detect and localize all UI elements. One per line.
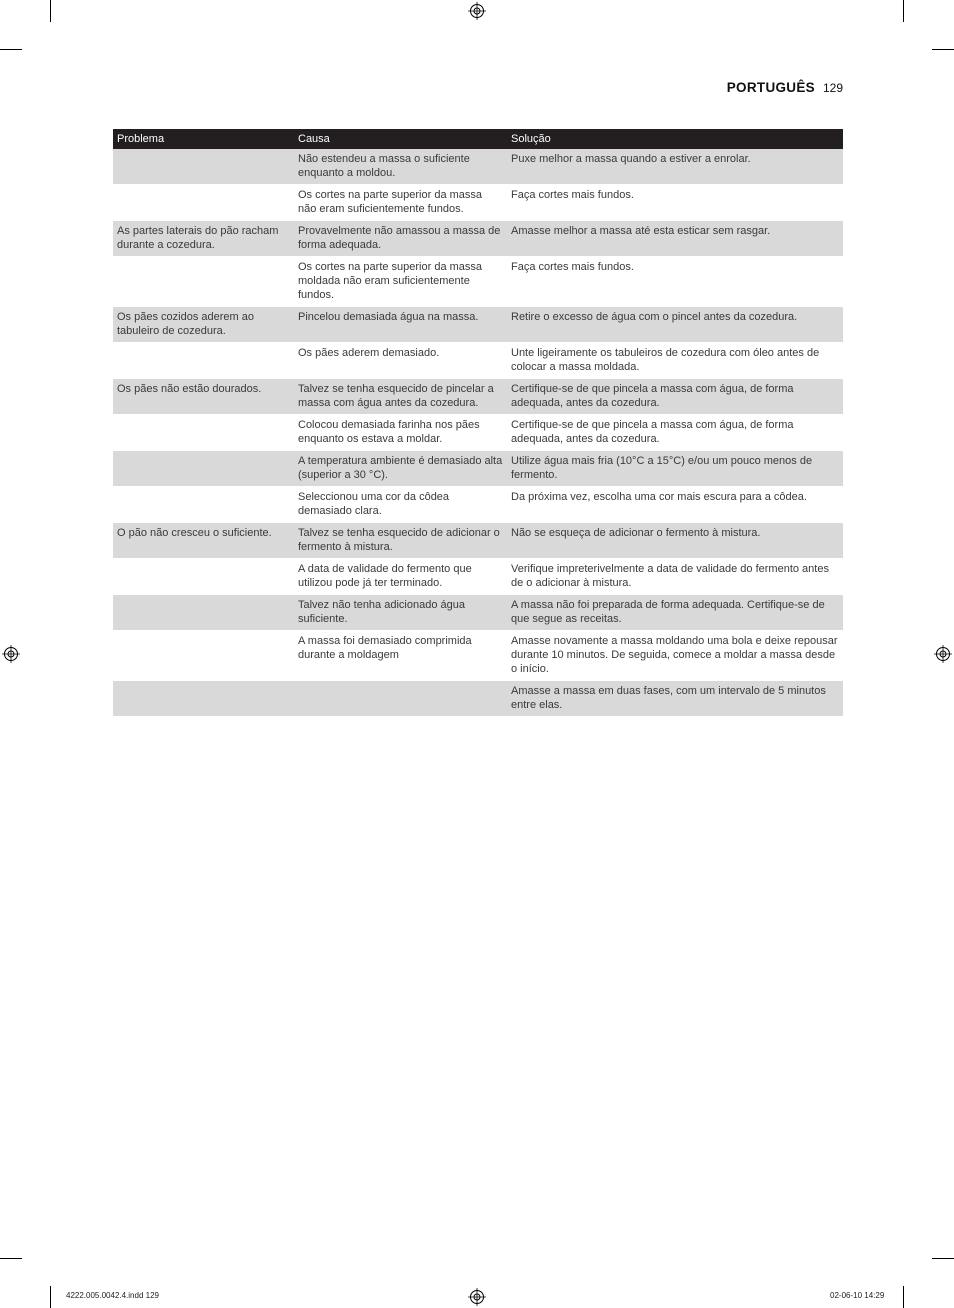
solution-cell: Não se esqueça de adicionar o fermento à mistura. [507,523,843,559]
language-label: PORTUGUÊS [726,80,815,95]
problem-cell: Os pães cozidos aderem ao tabuleiro de cozedura. [113,307,294,343]
crop-mark [903,0,904,22]
problem-cell [113,681,294,717]
crop-mark [0,1258,22,1259]
table-row [113,631,843,681]
problem-cell [113,487,294,523]
cause-cell: A data de validade do fermento que utilizou pode já ter terminado. [294,559,507,595]
registration-mark-icon [468,2,486,20]
solution-cell: Da próxima vez, escolha uma cor mais escura para a côdea. [507,487,843,523]
cause-cell: Colocou demasiada farinha nos pães enquanto os estava a moldar. [294,415,507,451]
solution-cell: Faça cortes mais fundos. [507,185,843,221]
crop-mark [0,49,22,50]
problem-cell [113,631,294,681]
cause-cell: Não estendeu a massa o suficiente enquanto a moldou. [294,149,507,185]
solution-cell: Verifique impreterivelmente a data de validade do fermento antes de o adicionar à mistura. [507,559,843,595]
problem-cell: As partes laterais do pão racham durante a cozedura. [113,221,294,257]
cause-cell: Talvez se tenha esquecido de adicionar o fermento à mistura. [294,523,507,559]
page-header [727,80,843,95]
crop-mark [903,1286,904,1308]
table-row [113,595,843,631]
table-row [113,415,843,451]
problem-cell [113,343,294,379]
cause-cell [294,681,507,717]
table-row [113,257,843,307]
table-body [113,149,843,717]
column-header-problem: Problema [113,129,294,149]
table-row [113,523,843,559]
table-row [113,487,843,523]
table-row [113,221,843,257]
problem-cell: O pão não cresceu o suficiente. [113,523,294,559]
column-header-cause: Causa [294,129,507,149]
table-row [113,343,843,379]
table-row [113,451,843,487]
table-row [113,185,843,221]
problem-cell [113,559,294,595]
column-header-solution: Solução [507,129,843,149]
solution-cell: Utilize água mais fria (10°C a 15°C) e/ou um pouco menos de fermento. [507,451,843,487]
table-header-row [113,129,843,149]
problem-cell [113,451,294,487]
cause-cell: A massa foi demasiado comprimida durante a moldagem [294,631,507,681]
crop-mark [932,1258,954,1259]
troubleshooting-table [113,129,843,717]
crop-mark [932,49,954,50]
cause-cell: Seleccionou uma cor da côdea demasiado clara. [294,487,507,523]
problem-cell [113,257,294,307]
page-number: 129 [822,81,843,95]
table-row [113,681,843,717]
solution-cell: A massa não foi preparada de forma adequada. Certifique-se de que segue as receitas. [507,595,843,631]
solution-cell: Retire o excesso de água com o pincel antes da cozedura. [507,307,843,343]
problem-cell: Os pães não estão dourados. [113,379,294,415]
registration-mark-icon [468,1288,486,1306]
solution-cell: Faça cortes mais fundos. [507,257,843,307]
print-date-time: 02-06-10 14:29 [830,1291,885,1300]
crop-mark [50,0,51,22]
cause-cell: Talvez se tenha esquecido de pincelar a massa com água antes da cozedura. [294,379,507,415]
cause-cell: Os cortes na parte superior da massa moldada não eram suficientemente fundos. [294,257,507,307]
problem-cell [113,595,294,631]
cause-cell: Os cortes na parte superior da massa não eram suficientemente fundos. [294,185,507,221]
solution-cell: Certifique-se de que pincela a massa com água, de forma adequada, antes da cozedura. [507,379,843,415]
table-row [113,559,843,595]
solution-cell: Amasse melhor a massa até esta esticar sem rasgar. [507,221,843,257]
cause-cell: Provavelmente não amassou a massa de forma adequada. [294,221,507,257]
cause-cell: Pincelou demasiada água na massa. [294,307,507,343]
cause-cell: A temperatura ambiente é demasiado alta (superior a 30 °C). [294,451,507,487]
table-row [113,379,843,415]
registration-mark-icon [2,645,20,663]
solution-cell: Amasse novamente a massa moldando uma bola e deixe repousar durante 10 minutos. De seguida, comece a moldar a massa desde o início. [507,631,843,681]
solution-cell: Certifique-se de que pincela a massa com água, de forma adequada, antes da cozedura. [507,415,843,451]
problem-cell [113,149,294,185]
solution-cell: Amasse a massa em duas fases, com um intervalo de 5 minutos entre elas. [507,681,843,717]
file-info: 4222.005.0042.4.indd 129 [66,1291,159,1300]
crop-mark [50,1286,51,1308]
solution-cell: Puxe melhor a massa quando a estiver a enrolar. [507,149,843,185]
table-row [113,307,843,343]
registration-mark-icon [934,645,952,663]
problem-cell [113,415,294,451]
solution-cell: Unte ligeiramente os tabuleiros de cozedura com óleo antes de colocar a massa moldada. [507,343,843,379]
cause-cell: Os pães aderem demasiado. [294,343,507,379]
table-row [113,149,843,185]
problem-cell [113,185,294,221]
cause-cell: Talvez não tenha adicionado água suficiente. [294,595,507,631]
